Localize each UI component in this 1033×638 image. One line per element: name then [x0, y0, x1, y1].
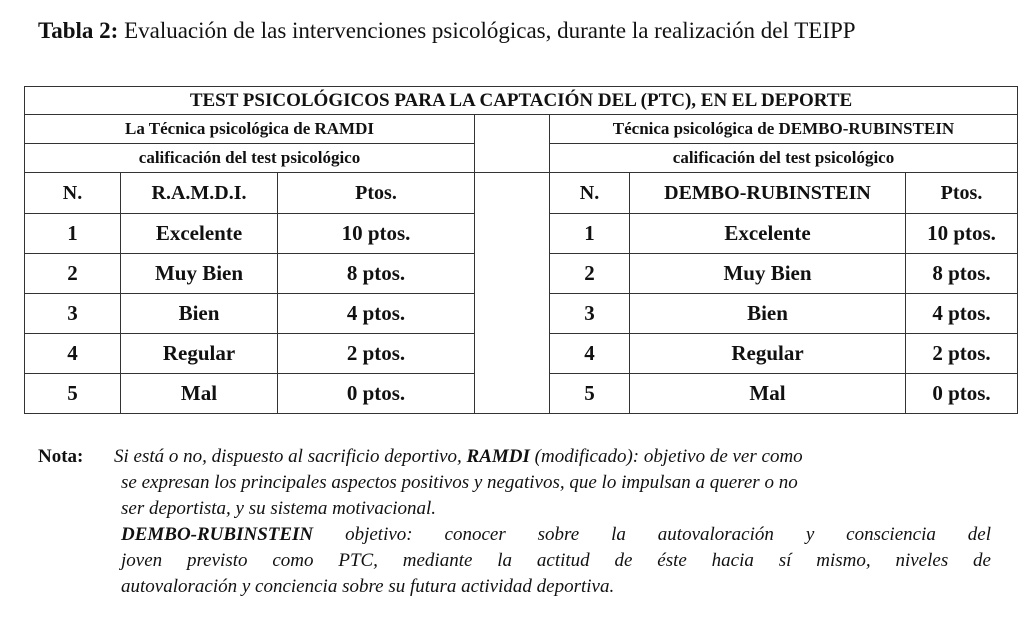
right-cell-grade: Muy Bien: [630, 254, 906, 294]
left-header-ptos: Ptos.: [278, 173, 475, 214]
table-note: [38, 444, 1013, 600]
note-line: [121, 522, 991, 548]
right-technique: Técnica psicológica de DEMBO-RUBINSTEIN: [550, 115, 1018, 144]
right-cell-ptos: 4 ptos.: [906, 294, 1018, 334]
right-header-n: N.: [550, 173, 630, 214]
left-technique: La Técnica psicológica de RAMDI: [25, 115, 475, 144]
spacer-cell: [475, 115, 550, 173]
right-cell-n: 2: [550, 254, 630, 294]
right-cell-n: 1: [550, 214, 630, 254]
left-cell-n: 4: [25, 334, 121, 374]
left-cell-ptos: 2 ptos.: [278, 334, 475, 374]
left-subtitle: calificación del test psicológico: [25, 144, 475, 173]
note-body: [114, 444, 1013, 600]
note-line: ser deportista, y su sistema motivacional.: [121, 498, 437, 519]
right-cell-grade: Regular: [630, 334, 906, 374]
right-subtitle: calificación del test psicológico: [550, 144, 1018, 173]
left-cell-grade: Muy Bien: [121, 254, 278, 294]
right-cell-grade: Bien: [630, 294, 906, 334]
left-header-name: R.A.M.D.I.: [121, 173, 278, 214]
right-cell-grade: Excelente: [630, 214, 906, 254]
table-title-row: [25, 87, 1018, 115]
left-cell-n: 5: [25, 374, 121, 414]
note-text: objetivo: conocer sobre la autovaloración y consciencia del: [313, 524, 991, 545]
note-bold-term: RAMDI: [466, 446, 530, 467]
right-header-name: DEMBO-RUBINSTEIN: [630, 173, 906, 214]
table-caption: [38, 16, 1018, 46]
right-cell-n: 4: [550, 334, 630, 374]
header-row: [25, 173, 1018, 214]
caption-text: Evaluación de las intervenciones psicológicas, durante la realización del TEIPP: [118, 18, 856, 43]
left-cell-n: 1: [25, 214, 121, 254]
right-cell-ptos: 0 ptos.: [906, 374, 1018, 414]
spacer-cell: [475, 173, 550, 414]
right-cell-grade: Mal: [630, 374, 906, 414]
evaluation-table: [24, 86, 1018, 414]
left-cell-grade: Mal: [121, 374, 278, 414]
right-header-ptos: Ptos.: [906, 173, 1018, 214]
left-cell-n: 2: [25, 254, 121, 294]
left-cell-ptos: 8 ptos.: [278, 254, 475, 294]
left-cell-grade: Bien: [121, 294, 278, 334]
left-cell-n: 3: [25, 294, 121, 334]
left-cell-ptos: 4 ptos.: [278, 294, 475, 334]
left-header-n: N.: [25, 173, 121, 214]
caption-label: Tabla 2:: [38, 18, 119, 43]
note-text: Si está o no, dispuesto al sacrificio deportivo,: [114, 446, 467, 467]
technique-row: [25, 115, 1018, 144]
right-cell-ptos: 2 ptos.: [906, 334, 1018, 374]
right-cell-ptos: 8 ptos.: [906, 254, 1018, 294]
right-cell-n: 5: [550, 374, 630, 414]
note-line: [114, 444, 1013, 470]
note-line: joven previsto como PTC, mediante la actitud de éste hacia sí mismo, niveles de: [121, 550, 991, 571]
note-label: Nota:: [38, 446, 84, 467]
right-cell-n: 3: [550, 294, 630, 334]
right-cell-ptos: 10 ptos.: [906, 214, 1018, 254]
left-cell-grade: Regular: [121, 334, 278, 374]
table-title: TEST PSICOLÓGICOS PARA LA CAPTACIÓN DEL (PTC), EN EL DEPORTE: [25, 87, 1018, 115]
left-cell-ptos: 10 ptos.: [278, 214, 475, 254]
note-bold-term: DEMBO-RUBINSTEIN: [121, 524, 314, 545]
left-cell-ptos: 0 ptos.: [278, 374, 475, 414]
note-line: autovaloración y conciencia sobre su futura actividad deportiva.: [121, 576, 615, 597]
left-cell-grade: Excelente: [121, 214, 278, 254]
note-line: se expresan los principales aspectos positivos y negativos, que lo impulsan a querer o no: [121, 472, 798, 493]
note-text: (modificado): objetivo de ver como: [529, 446, 803, 467]
